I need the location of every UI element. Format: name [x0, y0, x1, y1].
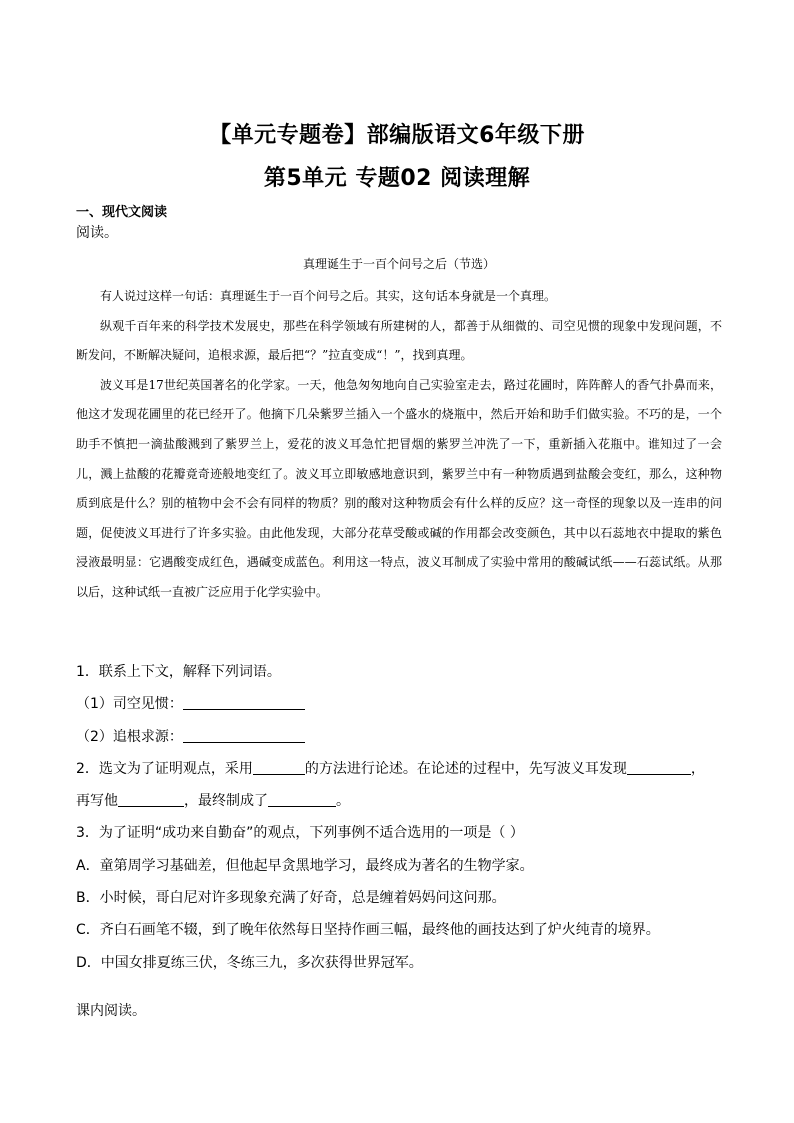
- question-3-option-c[interactable]: C．齐白石画笔不辍，到了晚年依然每日坚持作画三幅，最终他的画技达到了炉火纯青的境界。: [76, 922, 660, 939]
- question-1-sub-1: [76, 688, 722, 720]
- passage-paragraph: 有人说过这样一句话：真理诞生于一百个问号之后。其实，这句话本身就是一个真理。: [100, 289, 557, 303]
- answer-blank[interactable]: [268, 791, 336, 807]
- question-2-line-2: [76, 785, 722, 817]
- question-2-line-1: [76, 753, 722, 785]
- passage-paragraph: 纵观千百年来的科学技术发展史，那些在科学领域有所建树的人，都善于从细微的、司空见惯的现象中发现问题，不断发问，不断解决疑问，追根求源，最后把“？”拉直变成“！”，找到真理。: [76, 318, 722, 363]
- answer-blank[interactable]: [118, 791, 184, 807]
- question-3-option-a[interactable]: A．童第周学习基础差，但他起早贪黑地学习，最终成为著名的生物学家。: [76, 857, 534, 874]
- question-1-sub-1-label: （1）司空见惯：: [76, 696, 183, 713]
- passage-paragraph: 波义耳是17世纪英国著名的化学家。一天，他急匆匆地向自己实验室走去，路过花圃时，阵阵醉人的香气扑鼻而来，他这才发现花圃里的花已经开了。他摘下几朵紫罗兰插入一个盛水的烧瓶中，然后开始和助手们做实验。不巧的是，一个助手不慎把一滴盐酸溅到了紫罗兰上，爱花的波义耳急忙把冒烟的紫罗兰冲洗了一下，重新插入花瓶中。谁知过了一会儿，溅上盐酸的花瓣竟奇迹般地变红了。波义耳立即敏感地意识到，紫罗兰中有一种物质遇到盐酸会变红，那么，这种物质到底是什么？别的植物中会不会有同样的物质？别的酸对这种物质会有什么样的反应？这一奇怪的现象以及一连串的问题，促使波义耳进行了许多实验。由此他发现，大部分花草受酸或碱的作用都会改变颜色，其中以石蕊地衣中提取的紫色浸液最明显：它遇酸变成红色，遇碱变成蓝色。利用这一特点，波义耳制成了实验中常用的酸碱试纸——石蕊试纸。从那以后，这种试纸一直被广泛应用于化学实验中。: [76, 377, 722, 599]
- question-3-option-b[interactable]: B．小时候，哥白尼对许多现象充满了好奇，总是缠着妈妈问这问那。: [76, 890, 506, 907]
- reading-passage: [76, 252, 722, 608]
- question-3-option-d[interactable]: D．中国女排夏练三伏，冬练三九，多次获得世界冠军。: [76, 954, 423, 971]
- document-subtitle: 第5单元 专题02 阅读理解: [263, 166, 531, 191]
- question-2-text: ，: [690, 760, 705, 777]
- question-2-text: 的方法进行论述。在论述的过程中，先写波义耳发现: [304, 760, 627, 777]
- section-heading: 一、现代文阅读: [76, 205, 168, 220]
- question-2-text: 2．选文为了证明观点，采用: [76, 760, 253, 777]
- question-1-sub-2-label: （2）追根求源：: [76, 728, 183, 745]
- section-intro: 阅读。: [76, 225, 118, 241]
- question-3-stem: 3．为了证明“成功来自勤奋”的观点，下列事例不适合选用的一项是（ ）: [76, 825, 524, 842]
- question-1-sub-2: [76, 721, 722, 753]
- answer-blank[interactable]: [253, 759, 305, 775]
- question-2-text: 再写他: [76, 793, 118, 810]
- document-title: 【单元专题卷】部编版语文6年级下册: [209, 123, 585, 148]
- question-2-text: 。: [336, 793, 350, 810]
- question-2-text: ，最终制成了: [184, 793, 268, 810]
- question-list: [76, 656, 722, 979]
- next-section-intro: 课内阅读。: [76, 1003, 146, 1019]
- answer-blank[interactable]: [627, 759, 691, 775]
- answer-blank[interactable]: [183, 727, 305, 743]
- answer-blank[interactable]: [183, 694, 305, 710]
- passage-title: 真理诞生于一百个问号之后（节选）: [302, 257, 495, 271]
- question-1-stem: 1．联系上下文，解释下列词语。: [76, 664, 281, 680]
